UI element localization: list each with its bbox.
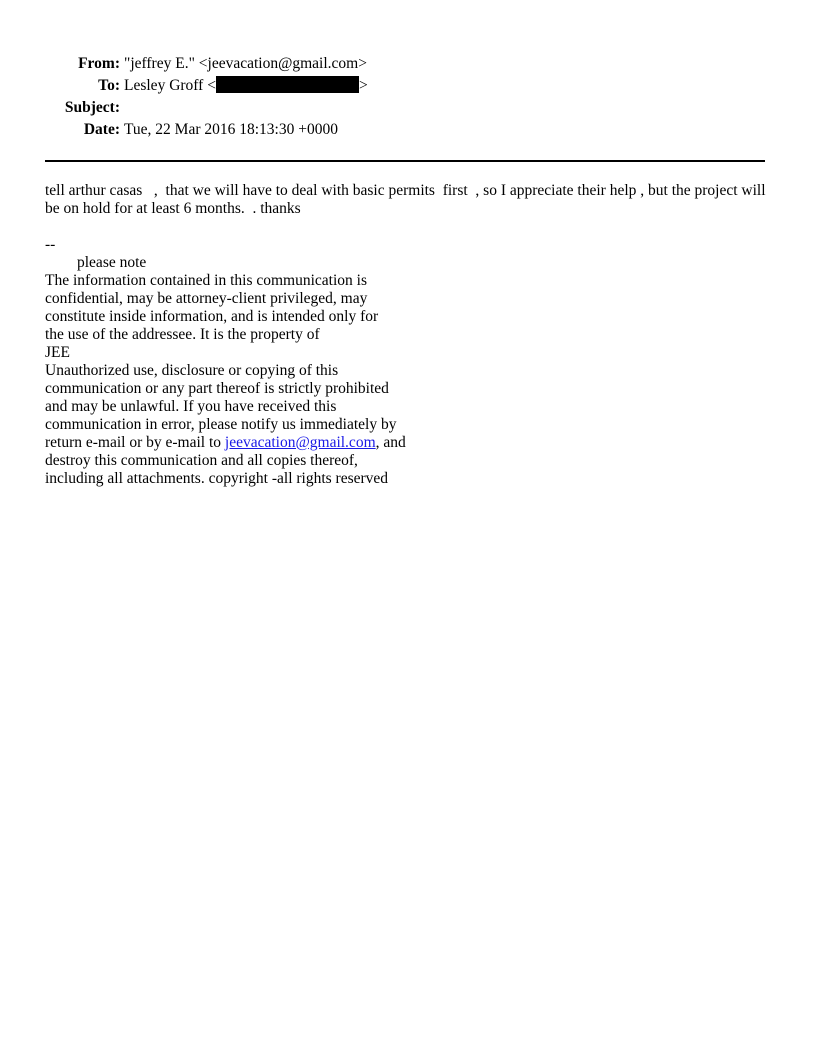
disclaimer-line: JEE xyxy=(45,344,70,361)
please-note-label: please note xyxy=(77,254,147,271)
disclaimer-line: the use of the addressee. It is the property of xyxy=(45,326,320,343)
signature-dashes: -- xyxy=(45,236,56,253)
subject-row xyxy=(0,97,816,119)
signature-block xyxy=(45,236,767,488)
to-close: > xyxy=(358,77,368,94)
to-value xyxy=(124,75,368,97)
disclaimer-line: The information contained in this communication is xyxy=(45,272,367,289)
disclaimer-line: Unauthorized use, disclosure or copying of this xyxy=(45,362,339,379)
to-name: Lesley Groff < xyxy=(124,77,216,94)
from-row xyxy=(0,53,816,75)
email-link[interactable]: jeevacation@gmail.com xyxy=(224,434,376,451)
header-divider xyxy=(45,160,765,162)
disclaimer-line: including all attachments. copyright -all rights reserved xyxy=(45,470,389,487)
subject-label: Subject: xyxy=(64,99,120,116)
date-label: Date: xyxy=(83,121,120,138)
message-text: tell arthur casas , that we will have to deal with basic permits first , so I appreciate their help , but the project will be on hold for at least 6 months. . thanks xyxy=(45,182,770,217)
disclaimer-line: communication or any part thereof is strictly prohibited xyxy=(45,380,389,397)
redaction-box xyxy=(216,76,359,93)
return-prefix: return e-mail or by e-mail to xyxy=(45,434,225,451)
disclaimer-line: destroy this communication and all copies thereof, xyxy=(45,452,358,469)
from-label: From: xyxy=(78,55,120,72)
date-row xyxy=(0,119,816,141)
date-value: Tue, 22 Mar 2016 18:13:30 +0000 xyxy=(124,121,338,138)
disclaimer-line: communication in error, please notify us immediately by xyxy=(45,416,397,433)
disclaimer-line: confidential, may be attorney-client privileged, may xyxy=(45,290,368,307)
disclaimer-line: constitute inside information, and is intended only for xyxy=(45,308,379,325)
return-suffix: , and xyxy=(375,434,406,451)
to-label: To: xyxy=(98,77,120,94)
to-row xyxy=(0,75,816,97)
disclaimer-line: and may be unlawful. If you have received this xyxy=(45,398,337,415)
email-header xyxy=(0,53,816,141)
email-body xyxy=(45,182,770,488)
disclaimer-line-with-link xyxy=(45,434,767,452)
from-value: "jeffrey E." <jeevacation@gmail.com> xyxy=(124,55,367,72)
